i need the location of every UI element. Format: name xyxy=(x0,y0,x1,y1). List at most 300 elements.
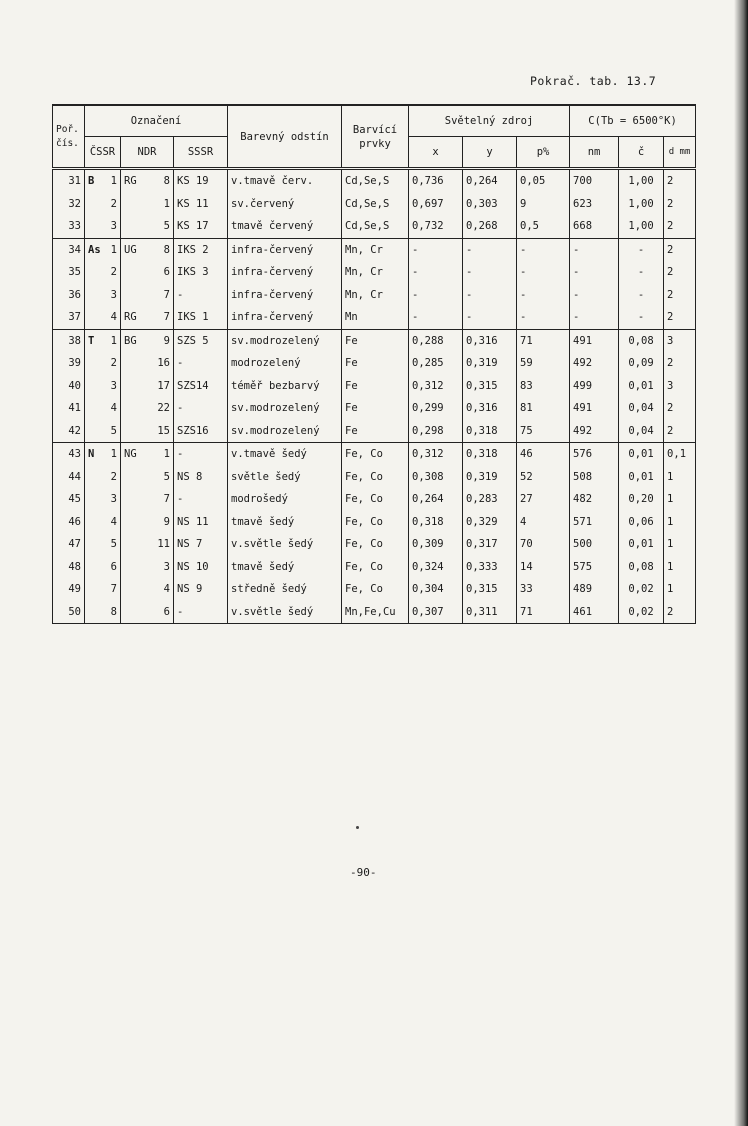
cell-nm: - xyxy=(570,306,619,329)
cell-nm: 489 xyxy=(570,578,619,601)
cell-cssr xyxy=(85,375,121,398)
cell-sssr: - xyxy=(174,352,228,375)
cell-shade: tmavě šedý xyxy=(228,511,342,534)
cell-sssr: - xyxy=(174,443,228,466)
cell-y: - xyxy=(463,238,517,261)
cell-p: 83 xyxy=(517,375,570,398)
table-row xyxy=(53,533,696,556)
ndr-number: 1 xyxy=(163,448,170,460)
cell-shade: sv.modrozelený xyxy=(228,420,342,443)
table-row xyxy=(53,261,696,284)
cell-cssr xyxy=(85,443,121,466)
ndr-number: 9 xyxy=(163,334,170,347)
cell-sssr: - xyxy=(174,488,228,511)
ndr-number: 5 xyxy=(163,470,170,483)
cell-p: 59 xyxy=(517,352,570,375)
cell-c: 0,08 xyxy=(619,556,664,579)
cell-d: 3 xyxy=(664,329,696,352)
cell-sssr: SZS16 xyxy=(174,420,228,443)
ndr-prefix: BG xyxy=(124,334,137,347)
cell-number: 33 xyxy=(53,215,85,238)
cssr-number: 2 xyxy=(110,357,117,369)
cell-c: 1,00 xyxy=(619,193,664,216)
cell-shade: sv.modrozelený xyxy=(228,329,342,352)
header-por-cis: Poř. čís. xyxy=(53,105,85,169)
cell-d: 0,1 xyxy=(664,443,696,466)
cell-elements: Fe xyxy=(342,420,409,443)
cell-elements: Mn xyxy=(342,306,409,329)
cell-c: - xyxy=(619,284,664,307)
cell-sssr: KS 19 xyxy=(174,169,228,193)
cell-p: 9 xyxy=(517,193,570,216)
cell-ndr xyxy=(121,284,174,307)
table-caption: Pokrač. tab. 13.7 xyxy=(530,74,657,88)
table-row xyxy=(53,420,696,443)
ndr-number: 7 xyxy=(163,288,170,301)
cell-p: 4 xyxy=(517,511,570,534)
cell-y: 0,268 xyxy=(463,215,517,238)
cell-nm: 575 xyxy=(570,556,619,579)
cell-x: 0,264 xyxy=(409,488,463,511)
cell-nm: 700 xyxy=(570,169,619,193)
cell-elements: Cd,Se,S xyxy=(342,169,409,193)
cssr-number: 2 xyxy=(110,197,117,210)
header-svetelny-zdroj: Světelný zdroj xyxy=(409,105,570,137)
cell-p: 71 xyxy=(517,601,570,624)
cssr-number: 3 xyxy=(110,288,117,301)
table-row xyxy=(53,578,696,601)
cell-c: 0,01 xyxy=(619,375,664,398)
header-sssr: SSSR xyxy=(174,137,228,169)
cell-x: 0,288 xyxy=(409,329,463,352)
cell-sssr: SZS 5 xyxy=(174,329,228,352)
cssr-number: 5 xyxy=(110,424,117,437)
cell-c: 0,01 xyxy=(619,533,664,556)
cell-p: 27 xyxy=(517,488,570,511)
page-number: -90- xyxy=(350,866,377,879)
cell-shade: infra-červený xyxy=(228,261,342,284)
cell-nm: 623 xyxy=(570,193,619,216)
cell-x: 0,312 xyxy=(409,443,463,466)
cell-sssr: IKS 3 xyxy=(174,261,228,284)
table-row xyxy=(53,329,696,352)
ndr-prefix: NG xyxy=(124,448,137,460)
group-code: N xyxy=(88,448,95,460)
cssr-number: 8 xyxy=(110,605,117,618)
cell-sssr: NS 8 xyxy=(174,466,228,489)
cssr-number: 2 xyxy=(110,266,117,278)
cell-cssr xyxy=(85,556,121,579)
cell-number: 47 xyxy=(53,533,85,556)
cell-number: 34 xyxy=(53,238,85,261)
cell-elements: Fe, Co xyxy=(342,488,409,511)
cell-p: - xyxy=(517,284,570,307)
cell-ndr xyxy=(121,488,174,511)
ndr-prefix: RG xyxy=(124,311,137,323)
cell-sssr: KS 11 xyxy=(174,193,228,216)
cell-ndr xyxy=(121,169,174,193)
cell-c: 0,04 xyxy=(619,420,664,443)
cell-y: 0,333 xyxy=(463,556,517,579)
cell-d: 1 xyxy=(664,533,696,556)
cell-elements: Fe, Co xyxy=(342,556,409,579)
cell-shade: v.tmavě červ. xyxy=(228,169,342,193)
cell-p: 52 xyxy=(517,466,570,489)
ndr-prefix: UG xyxy=(124,243,137,256)
table-row xyxy=(53,215,696,238)
cell-nm: - xyxy=(570,284,619,307)
cell-number: 31 xyxy=(53,169,85,193)
cell-ndr xyxy=(121,329,174,352)
cell-y: 0,311 xyxy=(463,601,517,624)
cell-elements: Mn, Cr xyxy=(342,261,409,284)
cell-shade: téměř bezbarvý xyxy=(228,375,342,398)
cell-sssr: - xyxy=(174,397,228,420)
cell-x: 0,299 xyxy=(409,397,463,420)
cell-x: 0,309 xyxy=(409,533,463,556)
cell-sssr: IKS 1 xyxy=(174,306,228,329)
table-row xyxy=(53,466,696,489)
cell-sssr: KS 17 xyxy=(174,215,228,238)
cell-y: 0,316 xyxy=(463,397,517,420)
cell-shade: sv.modrozelený xyxy=(228,397,342,420)
cell-cssr xyxy=(85,578,121,601)
ndr-number: 7 xyxy=(163,493,170,505)
header-barvici-prvky: Barvící prvky xyxy=(342,105,409,169)
cell-elements: Fe xyxy=(342,397,409,420)
cell-elements: Mn, Cr xyxy=(342,284,409,307)
cell-number: 42 xyxy=(53,420,85,443)
cell-cssr xyxy=(85,193,121,216)
table-row xyxy=(53,306,696,329)
ndr-number: 22 xyxy=(157,402,170,414)
cssr-number: 1 xyxy=(110,175,117,187)
cell-p: 81 xyxy=(517,397,570,420)
cell-sssr: - xyxy=(174,284,228,307)
cell-d: 2 xyxy=(664,215,696,238)
cell-ndr xyxy=(121,556,174,579)
table-row xyxy=(53,488,696,511)
cell-c: 1,00 xyxy=(619,215,664,238)
cell-elements: Mn, Cr xyxy=(342,238,409,261)
cell-elements: Cd,Se,S xyxy=(342,215,409,238)
cell-shade: modrošedý xyxy=(228,488,342,511)
cell-number: 38 xyxy=(53,329,85,352)
cell-elements: Cd,Se,S xyxy=(342,193,409,216)
cell-sssr: SZS14 xyxy=(174,375,228,398)
cell-elements: Fe xyxy=(342,375,409,398)
cell-y: 0,329 xyxy=(463,511,517,534)
ndr-number: 8 xyxy=(163,175,170,187)
cell-nm: 668 xyxy=(570,215,619,238)
cell-p: - xyxy=(517,238,570,261)
cell-shade: infra-červený xyxy=(228,284,342,307)
cell-sssr: NS 7 xyxy=(174,533,228,556)
table-body xyxy=(53,169,696,624)
cell-nm: 492 xyxy=(570,420,619,443)
cell-sssr: IKS 2 xyxy=(174,238,228,261)
cell-d: 2 xyxy=(664,420,696,443)
cell-shade: v.světle šedý xyxy=(228,533,342,556)
table-row xyxy=(53,511,696,534)
cell-y: 0,319 xyxy=(463,466,517,489)
cell-p: 14 xyxy=(517,556,570,579)
cell-nm: 492 xyxy=(570,352,619,375)
cell-elements: Fe, Co xyxy=(342,511,409,534)
cell-p: 0,5 xyxy=(517,215,570,238)
cell-cssr xyxy=(85,352,121,375)
ndr-number: 4 xyxy=(163,583,170,595)
cssr-number: 4 xyxy=(110,402,117,414)
cell-nm: 571 xyxy=(570,511,619,534)
cell-d: 2 xyxy=(664,261,696,284)
cell-nm: 499 xyxy=(570,375,619,398)
cell-c: 0,01 xyxy=(619,443,664,466)
cell-cssr xyxy=(85,329,121,352)
cssr-number: 5 xyxy=(110,538,117,550)
cell-shade: světle šedý xyxy=(228,466,342,489)
cell-y: - xyxy=(463,261,517,284)
cell-nm: - xyxy=(570,261,619,284)
cell-p: 75 xyxy=(517,420,570,443)
ndr-number: 16 xyxy=(157,357,170,369)
cell-sssr: NS 10 xyxy=(174,556,228,579)
cell-number: 44 xyxy=(53,466,85,489)
cell-y: 0,318 xyxy=(463,443,517,466)
cell-shade: v.světle šedý xyxy=(228,601,342,624)
cell-cssr xyxy=(85,306,121,329)
cell-p: 33 xyxy=(517,578,570,601)
cell-elements: Fe, Co xyxy=(342,443,409,466)
cell-x: 0,312 xyxy=(409,375,463,398)
cell-x: - xyxy=(409,306,463,329)
cell-d: 1 xyxy=(664,511,696,534)
cell-number: 40 xyxy=(53,375,85,398)
cell-cssr xyxy=(85,238,121,261)
cell-number: 35 xyxy=(53,261,85,284)
header-d-mm: d mm xyxy=(664,137,696,169)
header-cssr: ČSSR xyxy=(85,137,121,169)
cell-c: 0,06 xyxy=(619,511,664,534)
cell-number: 48 xyxy=(53,556,85,579)
cell-c: - xyxy=(619,238,664,261)
ndr-number: 3 xyxy=(163,560,170,573)
cell-ndr xyxy=(121,215,174,238)
cell-ndr xyxy=(121,601,174,624)
ndr-number: 15 xyxy=(157,424,170,437)
cssr-number: 7 xyxy=(110,583,117,595)
cell-cssr xyxy=(85,488,121,511)
cssr-number: 3 xyxy=(110,220,117,232)
cell-shade: v.tmavě šedý xyxy=(228,443,342,466)
ndr-number: 17 xyxy=(157,379,170,392)
cell-p: 0,05 xyxy=(517,169,570,193)
cell-x: 0,732 xyxy=(409,215,463,238)
cell-d: 2 xyxy=(664,238,696,261)
table-row xyxy=(53,193,696,216)
cell-shade: infra-červený xyxy=(228,306,342,329)
cell-x: 0,298 xyxy=(409,420,463,443)
cell-x: - xyxy=(409,238,463,261)
cell-x: 0,324 xyxy=(409,556,463,579)
cell-cssr xyxy=(85,261,121,284)
table-row xyxy=(53,238,696,261)
cell-ndr xyxy=(121,466,174,489)
table-row xyxy=(53,284,696,307)
cssr-number: 3 xyxy=(110,379,117,392)
cssr-number: 2 xyxy=(110,470,117,483)
cell-y: 0,317 xyxy=(463,533,517,556)
cell-ndr xyxy=(121,375,174,398)
cell-cssr xyxy=(85,215,121,238)
cell-nm: 461 xyxy=(570,601,619,624)
cell-x: - xyxy=(409,261,463,284)
paper-speck xyxy=(356,826,359,829)
cell-y: 0,315 xyxy=(463,578,517,601)
ndr-number: 9 xyxy=(163,515,170,528)
cssr-number: 3 xyxy=(110,493,117,505)
page-edge-shadow xyxy=(734,0,748,1126)
glass-filter-table xyxy=(52,104,696,624)
cell-ndr xyxy=(121,420,174,443)
ndr-number: 8 xyxy=(163,243,170,256)
cell-d: 2 xyxy=(664,284,696,307)
cell-nm: 500 xyxy=(570,533,619,556)
cell-d: 2 xyxy=(664,193,696,216)
cell-ndr xyxy=(121,578,174,601)
cell-p: - xyxy=(517,261,570,284)
cell-x: 0,697 xyxy=(409,193,463,216)
cell-shade: tmavě červený xyxy=(228,215,342,238)
cell-c: 1,00 xyxy=(619,169,664,193)
header-p-percent: p% xyxy=(517,137,570,169)
ndr-number: 6 xyxy=(163,605,170,618)
cell-elements: Fe, Co xyxy=(342,533,409,556)
cell-p: 70 xyxy=(517,533,570,556)
cell-ndr xyxy=(121,238,174,261)
cell-d: 1 xyxy=(664,556,696,579)
cell-cssr xyxy=(85,169,121,193)
cell-x: 0,285 xyxy=(409,352,463,375)
cssr-number: 6 xyxy=(110,560,117,573)
cssr-number: 4 xyxy=(110,515,117,528)
cell-nm: - xyxy=(570,238,619,261)
cell-sssr: NS 9 xyxy=(174,578,228,601)
cell-p: - xyxy=(517,306,570,329)
cell-ndr xyxy=(121,511,174,534)
cell-y: - xyxy=(463,284,517,307)
cell-ndr xyxy=(121,443,174,466)
group-code: T xyxy=(88,334,95,347)
ndr-number: 11 xyxy=(157,538,170,550)
cell-sssr: NS 11 xyxy=(174,511,228,534)
cell-number: 50 xyxy=(53,601,85,624)
cell-x: 0,318 xyxy=(409,511,463,534)
group-code: As xyxy=(88,243,101,256)
table-row xyxy=(53,556,696,579)
cell-d: 2 xyxy=(664,352,696,375)
cell-shade: tmavě šedý xyxy=(228,556,342,579)
cell-shade: sv.červený xyxy=(228,193,342,216)
cell-number: 39 xyxy=(53,352,85,375)
cell-number: 46 xyxy=(53,511,85,534)
cell-x: 0,304 xyxy=(409,578,463,601)
header-ndr: NDR xyxy=(121,137,174,169)
cell-y: 0,318 xyxy=(463,420,517,443)
ndr-number: 1 xyxy=(163,197,170,210)
cell-number: 41 xyxy=(53,397,85,420)
ndr-number: 5 xyxy=(163,220,170,232)
cell-c: 0,02 xyxy=(619,578,664,601)
header-y: y xyxy=(463,137,517,169)
cell-ndr xyxy=(121,193,174,216)
cell-nm: 491 xyxy=(570,329,619,352)
cell-d: 1 xyxy=(664,488,696,511)
cell-d: 3 xyxy=(664,375,696,398)
cell-sssr: - xyxy=(174,601,228,624)
header-oznaceni: Označení xyxy=(85,105,228,137)
cell-ndr xyxy=(121,533,174,556)
ndr-prefix: RG xyxy=(124,175,137,187)
cell-d: 2 xyxy=(664,601,696,624)
cell-elements: Fe xyxy=(342,329,409,352)
table-row xyxy=(53,443,696,466)
cell-y: 0,264 xyxy=(463,169,517,193)
cssr-number: 1 xyxy=(110,448,117,460)
cell-cssr xyxy=(85,466,121,489)
cell-number: 45 xyxy=(53,488,85,511)
cell-ndr xyxy=(121,261,174,284)
ndr-number: 6 xyxy=(163,266,170,278)
cell-d: 2 xyxy=(664,397,696,420)
table-row xyxy=(53,397,696,420)
cell-elements: Mn,Fe,Cu xyxy=(342,601,409,624)
cell-x: 0,736 xyxy=(409,169,463,193)
cell-shade: infra-červený xyxy=(228,238,342,261)
cell-nm: 576 xyxy=(570,443,619,466)
cell-c: 0,01 xyxy=(619,466,664,489)
cell-c: - xyxy=(619,306,664,329)
table-row xyxy=(53,375,696,398)
cell-c: 0,20 xyxy=(619,488,664,511)
cell-number: 43 xyxy=(53,443,85,466)
cssr-number: 1 xyxy=(110,243,117,256)
cell-number: 49 xyxy=(53,578,85,601)
cell-cssr xyxy=(85,601,121,624)
cell-elements: Fe xyxy=(342,352,409,375)
cell-number: 36 xyxy=(53,284,85,307)
ndr-number: 7 xyxy=(163,311,170,323)
cell-y: 0,316 xyxy=(463,329,517,352)
cell-x: 0,307 xyxy=(409,601,463,624)
cell-elements: Fe, Co xyxy=(342,578,409,601)
cell-d: 1 xyxy=(664,578,696,601)
cell-c: 0,08 xyxy=(619,329,664,352)
cell-cssr xyxy=(85,533,121,556)
cell-d: 2 xyxy=(664,169,696,193)
cell-nm: 491 xyxy=(570,397,619,420)
cell-y: 0,303 xyxy=(463,193,517,216)
header-c-tb: C(Tb = 6500°K) xyxy=(570,105,696,137)
cell-ndr xyxy=(121,397,174,420)
cell-c: 0,09 xyxy=(619,352,664,375)
cssr-number: 1 xyxy=(110,334,117,347)
cell-shade: středně šedý xyxy=(228,578,342,601)
cell-elements: Fe, Co xyxy=(342,466,409,489)
header-x: x xyxy=(409,137,463,169)
cell-cssr xyxy=(85,511,121,534)
cell-d: 1 xyxy=(664,466,696,489)
